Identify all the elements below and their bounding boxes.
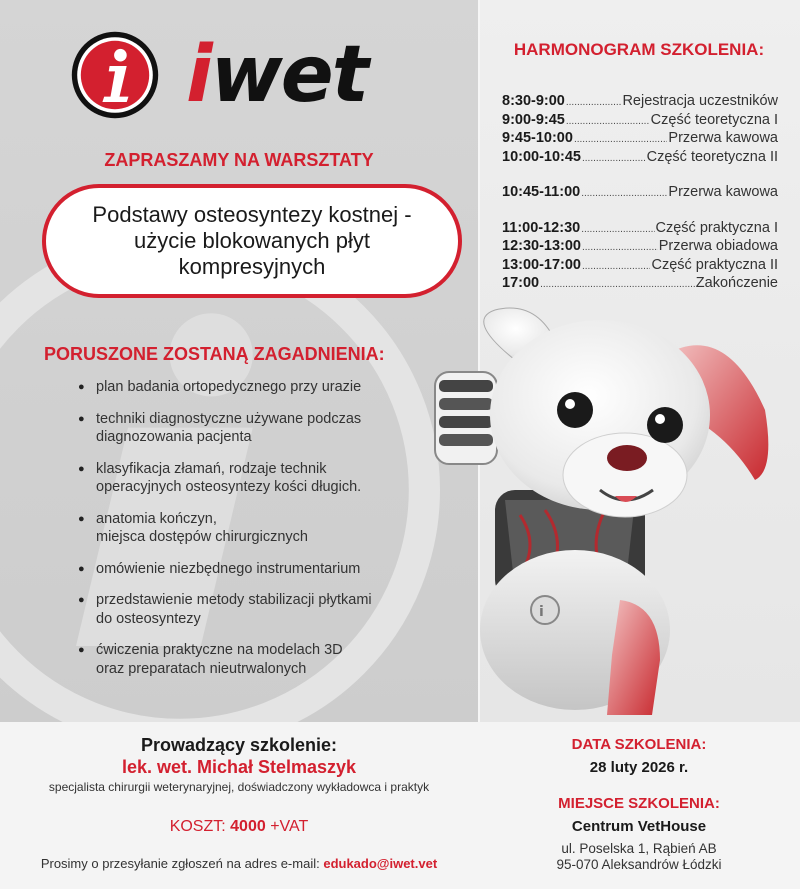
schedule-time: 9:45-10:00 xyxy=(502,130,573,146)
schedule-label: Część teoretyczna I xyxy=(650,111,778,128)
schedule-row xyxy=(502,275,778,294)
cost-amount: 4000 xyxy=(230,818,266,835)
location-address xyxy=(478,841,800,873)
iwet-logo xyxy=(70,30,367,120)
schedule-label: Przerwa obiadowa xyxy=(658,238,778,254)
schedule-time: 10:00-10:45 xyxy=(502,148,581,165)
schedule-label: Część praktyczna II xyxy=(651,256,778,273)
cost-prefix: KOSZT: xyxy=(169,818,226,835)
schedule-time: 10:45-11:00 xyxy=(502,184,581,200)
svg-text:i: i xyxy=(539,604,544,620)
workshop-title: Podstawy osteosyntezy kostnej - użycie blokowanych płyt kompresyjnych xyxy=(92,202,412,279)
schedule-row xyxy=(502,238,778,257)
robot-dog-illustration xyxy=(425,300,800,722)
schedule-row xyxy=(502,220,778,239)
topic-item: ● plan badania ortopedycznego przy urazie xyxy=(78,378,458,397)
topic-item: ● klasyfikacja złamań, rodzaje technik operacyjnych osteosyntezy kości długich. xyxy=(78,460,458,497)
schedule-row xyxy=(502,149,778,168)
location-name: Centrum VetHouse xyxy=(571,818,707,835)
topic-item: ● anatomia kończyn, miejsca dostępów chirurgicznych xyxy=(78,510,458,547)
trainer-label: Prowadzący szkolenie: xyxy=(140,735,338,755)
iwet-wordmark: iwet xyxy=(186,30,367,120)
topic-item: ● omówienie niezbędnego instrumentarium xyxy=(78,560,458,579)
trainer-description: specjalista chirurgii weterynaryjnej, doświadczony wykładowca i praktyk xyxy=(48,780,430,794)
topics-heading: PORUSZONE ZOSTANĄ ZAGADNIENIA: xyxy=(44,344,385,364)
cost-suffix: +VAT xyxy=(270,818,309,835)
schedule-label: Rejestracja uczestników xyxy=(622,93,778,109)
cost xyxy=(0,818,478,836)
schedule-row xyxy=(502,93,778,112)
schedule-row xyxy=(502,184,778,203)
schedule-label: Zakończenie xyxy=(695,275,778,291)
topic-item: ● techniki diagnostyczne używane podczas diagnozowania pacjenta xyxy=(78,410,458,447)
schedule-time: 17:00 xyxy=(502,275,540,291)
title-pill xyxy=(42,184,462,298)
schedule-time: 11:00-12:30 xyxy=(502,219,581,236)
schedule-label: Część praktyczna I xyxy=(655,219,778,236)
schedule-label: Przerwa kawowa xyxy=(668,130,778,146)
schedule-list xyxy=(502,93,778,294)
contact-line xyxy=(0,856,478,871)
iwet-badge-icon xyxy=(70,30,160,120)
location-address-line1: ul. Poselska 1, Rąbień AB xyxy=(561,841,717,856)
training-date-value: 28 luty 2026 r. xyxy=(589,759,689,776)
location-address-line2: 95-070 Aleksandrów Łódzki xyxy=(556,857,722,873)
schedule-heading: HARMONOGRAM SZKOLENIA: xyxy=(513,40,765,59)
topic-item: ● przedstawienie metody stabilizacji płytkami do osteosyntezy xyxy=(78,591,458,628)
schedule-row xyxy=(502,112,778,131)
schedule-row xyxy=(502,130,778,149)
schedule-label: Przerwa kawowa xyxy=(668,184,778,200)
schedule-time: 9:00-9:45 xyxy=(502,111,565,128)
training-date-label: DATA SZKOLENIA: xyxy=(571,736,707,753)
schedule-time: 8:30-9:00 xyxy=(502,93,565,109)
topic-item: ● ćwiczenia praktyczne na modelach 3D oraz preparatach nieutrwalonych xyxy=(78,641,458,678)
contact-email-link[interactable]: edukado@iwet.vet xyxy=(323,856,438,871)
topics-list xyxy=(78,378,458,692)
schedule-row xyxy=(502,257,778,276)
contact-text: Prosimy o przesyłanie zgłoszeń na adres e-mail: xyxy=(40,856,320,871)
invite-heading: ZAPRASZAMY NA WARSZTATY xyxy=(104,150,374,170)
schedule-label: Część teoretyczna II xyxy=(646,148,778,165)
trainer-name: lek. wet. Michał Stelmaszyk xyxy=(121,757,357,777)
schedule-time: 13:00-17:00 xyxy=(502,256,581,273)
location-label: MIEJSCE SZKOLENIA: xyxy=(558,795,720,812)
schedule-time: 12:30-13:00 xyxy=(502,238,581,254)
